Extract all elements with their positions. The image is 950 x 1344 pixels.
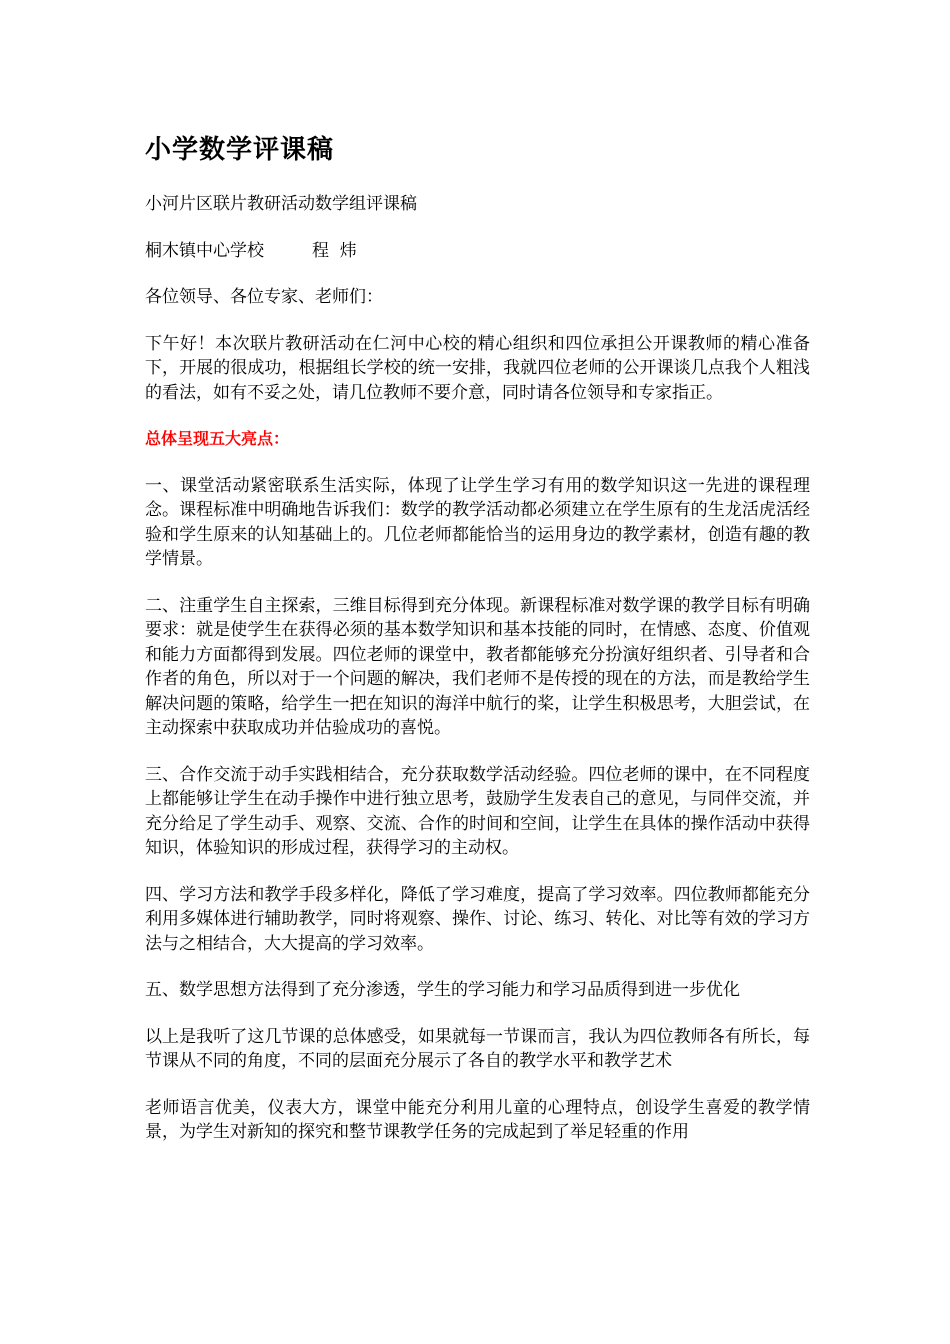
point-paragraph-3: 三、合作交流于动手实践相结合，充分获取数学活动经验。四位老师的课中，在不同程度上都能够让学生在动手操作中进行独立思考，鼓励学生发表自己的意见，与同伴交流，并充分给足了学生动手、观察、交流、合作的时间和空间，让学生在具体的操作活动中获得知识，体验知识的形成过程，获得学习的主动权。	[145, 764, 810, 858]
closing-paragraph: 老师语言优美，仪表大方，课堂中能充分利用儿童的心理特点，创设学生喜爱的教学情景，为学生对新知的探究和整节课教学任务的完成起到了举足轻重的作用	[145, 1097, 810, 1142]
document-subtitle: 小河片区联片教研活动数学组评课稿	[145, 194, 417, 214]
summary-paragraph: 以上是我听了这几节课的总体感受，如果就每一节课而言，我认为四位教师各有所长，每节课从不同的角度，不同的层面充分展示了各自的教学水平和教学艺术	[145, 1026, 810, 1071]
author-line	[145, 239, 810, 264]
document-body	[145, 130, 810, 1167]
salutation: 各位领导、各位专家、老师们：	[145, 287, 383, 307]
intro-paragraph: 下午好！本次联片教研活动在仁河中心校的精心组织和四位承担公开课教师的精心准备下，开展的很成功，根据组长学校的统一安排，我就四位老师的公开课谈几点我个人粗浅的看法，如有不妥之处，请几位教师不要介意，同时请各位领导和专家指正。	[145, 333, 810, 403]
point-paragraph-2: 二、注重学生自主探索，三维目标得到充分体现。新课程标准对数学课的教学目标有明确要求：就是使学生在获得必须的基本数学知识和基本技能的同时，在情感、态度、价值观和能力方面都得到发展。四位老师的课堂中，教者都能够充分扮演好组织者、引导者和合作者的角色，所以对于一个问题的解决，我们老师不是传授的现在的方法，而是教给学生解决问题的策略，给学生一把在知识的海洋中航行的桨，让学生积极思考，大胆尝试，在主动探索中获取成功并估验成功的喜悦。	[145, 595, 810, 738]
document-title: 小学数学评课稿	[145, 135, 335, 165]
highlights-heading: 总体呈现五大亮点：	[145, 429, 290, 448]
author-school: 桐木镇中心学校	[145, 240, 264, 261]
point-paragraph-1: 一、课堂活动紧密联系生活实际，体现了让学生学习有用的数学知识这一先进的课程理念。课程标准中明确地告诉我们：数学的教学活动都必须建立在学生原有的生龙活虎活经验和学生原来的认知基础上的。几位老师都能恰当的运用身边的教学素材，创造有趣的教学情景。	[145, 475, 810, 569]
point-paragraph-5: 五、数学思想方法得到了充分渗透，学生的学习能力和学习品质得到进一步优化	[145, 980, 740, 1000]
author-name: 程 炜	[312, 240, 357, 261]
point-paragraph-4: 四、学习方法和教学手段多样化，降低了学习难度，提高了学习效率。四位教师都能充分利用多媒体进行辅助教学，同时将观察、操作、讨论、练习、转化、对比等有效的学习方法与之相结合，大大提高的学习效率。	[145, 884, 810, 954]
